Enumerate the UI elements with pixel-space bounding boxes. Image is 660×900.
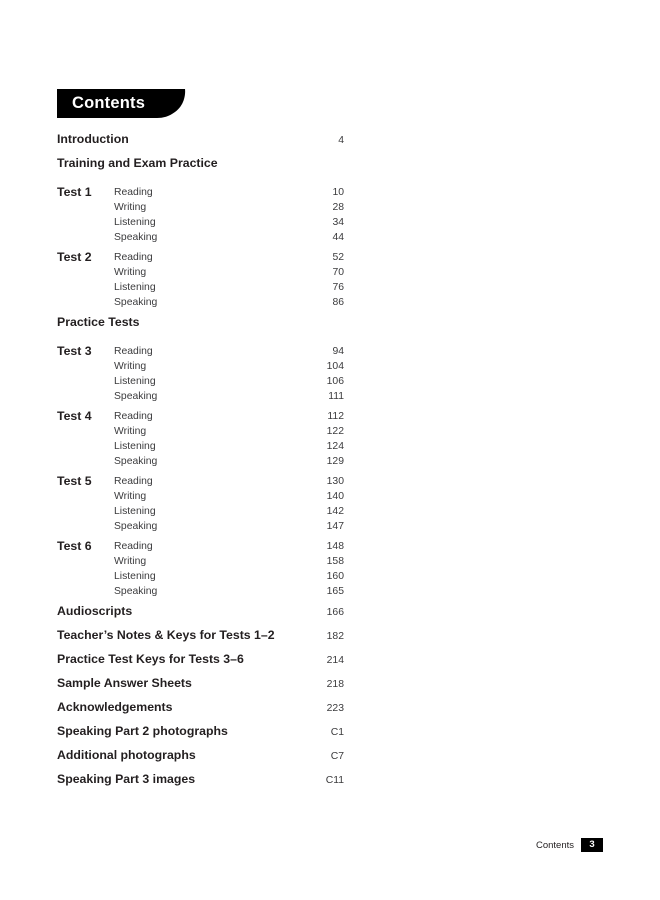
toc-subentry-label: Reading — [114, 346, 153, 357]
toc-subentry-label: Speaking — [114, 297, 158, 308]
toc-subentry-label: Speaking — [114, 391, 158, 402]
toc-entry-page: C1 — [330, 727, 344, 738]
toc-subentry-page: 111 — [328, 391, 344, 402]
toc-subentry-page: 148 — [326, 541, 344, 552]
toc-subentry[interactable] — [57, 424, 344, 439]
toc-entry-label: Teacher’s Notes & Keys for Tests 1–2 — [57, 628, 275, 642]
toc-subentry-page: 10 — [332, 187, 344, 198]
toc-subentry-page: 34 — [332, 217, 344, 228]
toc-subentry[interactable] — [57, 409, 344, 424]
toc-test-group — [57, 250, 344, 310]
toc-subentry-page: 28 — [332, 202, 344, 213]
toc-entry-label: Speaking Part 3 images — [57, 772, 196, 786]
toc-subentry-label: Speaking — [114, 232, 158, 243]
toc-entry-page: 223 — [326, 703, 344, 714]
toc-subentry-label: Writing — [114, 491, 147, 502]
toc-subentry[interactable] — [57, 569, 344, 584]
toc-subentry[interactable] — [57, 200, 344, 215]
page-footer — [536, 838, 603, 852]
toc-subentry-page: 52 — [332, 252, 344, 263]
toc-test-name: Test 1 — [57, 185, 92, 199]
toc-entry[interactable] — [57, 604, 344, 628]
banner-title: Contents — [72, 94, 146, 112]
toc-subentry-label: Reading — [114, 476, 153, 487]
toc-subentry-label: Reading — [114, 411, 153, 422]
toc-entry-label: Sample Answer Sheets — [57, 676, 192, 690]
toc-subentry[interactable] — [57, 265, 344, 280]
toc-subentry-page: 142 — [326, 506, 344, 517]
toc-entry[interactable] — [57, 676, 344, 700]
toc-subentry[interactable] — [57, 185, 344, 200]
table-of-contents — [57, 132, 344, 796]
toc-entry-page: 182 — [326, 631, 344, 642]
toc-test-name: Test 4 — [57, 409, 92, 423]
toc-subentry-label: Writing — [114, 426, 147, 437]
toc-subentry-page: 122 — [326, 426, 344, 437]
toc-subentry[interactable] — [57, 295, 344, 310]
toc-subentry[interactable] — [57, 359, 344, 374]
toc-entry-label: Audioscripts — [57, 604, 133, 618]
toc-subentry-label: Speaking — [114, 521, 158, 532]
toc-subentry-label: Reading — [114, 541, 153, 552]
toc-test-group — [57, 539, 344, 599]
toc-subentry-label: Listening — [114, 217, 156, 228]
toc-subentry-page: 112 — [327, 411, 344, 422]
toc-entry-label: Additional photographs — [57, 748, 196, 762]
toc-entry-page: C11 — [325, 775, 344, 786]
toc-entry-page: C7 — [330, 751, 344, 762]
toc-subentry-label: Listening — [114, 376, 156, 387]
toc-subentry-page: 140 — [326, 491, 344, 502]
toc-subentry-label: Writing — [114, 556, 147, 567]
toc-entry-page: 218 — [326, 679, 344, 690]
toc-subentry[interactable] — [57, 504, 344, 519]
footer-page-number: 3 — [581, 838, 603, 852]
toc-subentry-label: Listening — [114, 441, 156, 452]
toc-subentry-page: 165 — [326, 586, 344, 597]
toc-subentry[interactable] — [57, 474, 344, 489]
toc-subentry-label: Writing — [114, 202, 147, 213]
toc-subentry-label: Speaking — [114, 456, 158, 467]
toc-section-label: Practice Tests — [57, 315, 140, 329]
toc-subentry[interactable] — [57, 439, 344, 454]
toc-section-heading — [57, 315, 344, 339]
toc-test-group — [57, 344, 344, 404]
toc-test-name: Test 3 — [57, 344, 92, 358]
toc-test-group — [57, 474, 344, 534]
toc-test-name: Test 2 — [57, 250, 92, 264]
toc-subentry-label: Writing — [114, 267, 147, 278]
toc-subentry-page: 44 — [332, 232, 344, 243]
toc-subentry-page: 76 — [332, 282, 344, 293]
toc-test-name: Test 6 — [57, 539, 92, 553]
toc-subentry-page: 70 — [332, 267, 344, 278]
toc-subentry-page: 86 — [332, 297, 344, 308]
toc-subentry[interactable] — [57, 250, 344, 265]
toc-subentry[interactable] — [57, 280, 344, 295]
toc-subentry-page: 160 — [326, 571, 344, 582]
toc-entry-page: 214 — [326, 655, 344, 666]
toc-subentry[interactable] — [57, 584, 344, 599]
toc-entry-label: Introduction — [57, 132, 129, 146]
footer-label: Contents — [535, 839, 574, 851]
toc-subentry[interactable] — [57, 389, 344, 404]
toc-test-name: Test 5 — [57, 474, 92, 488]
toc-entry-label: Acknowledgements — [57, 700, 173, 714]
contents-banner — [57, 89, 187, 118]
toc-subentry[interactable] — [57, 489, 344, 504]
toc-subentry[interactable] — [57, 519, 344, 534]
toc-subentry[interactable] — [57, 230, 344, 245]
toc-subentry[interactable] — [57, 215, 344, 230]
toc-entry-label: Speaking Part 2 photographs — [57, 724, 228, 738]
toc-subentry-label: Listening — [114, 506, 156, 517]
toc-subentry-label: Speaking — [114, 586, 158, 597]
toc-subentry-page: 158 — [326, 556, 344, 567]
toc-subentry-page: 104 — [326, 361, 344, 372]
toc-subentry-page: 106 — [326, 376, 344, 387]
toc-entry[interactable] — [57, 724, 344, 748]
toc-subentry[interactable] — [57, 454, 344, 469]
toc-section-heading — [57, 156, 344, 180]
toc-subentry-label: Listening — [114, 282, 156, 293]
toc-section-label: Training and Exam Practice — [57, 156, 218, 170]
toc-entry-page: 166 — [326, 607, 344, 618]
toc-entry[interactable] — [57, 132, 344, 156]
toc-subentry-page: 94 — [332, 346, 344, 357]
toc-entry[interactable] — [57, 628, 344, 652]
toc-entry-label: Practice Test Keys for Tests 3–6 — [57, 652, 244, 666]
toc-subentry-page: 147 — [326, 521, 344, 532]
toc-test-group — [57, 409, 344, 469]
toc-subentry-label: Reading — [114, 187, 153, 198]
toc-subentry-page: 124 — [326, 441, 344, 452]
toc-entry-page: 4 — [338, 135, 344, 146]
toc-entry[interactable] — [57, 652, 344, 676]
toc-test-group — [57, 185, 344, 245]
toc-subentry-label: Listening — [114, 571, 156, 582]
toc-subentry[interactable] — [57, 374, 344, 389]
toc-entry[interactable] — [57, 748, 344, 772]
toc-subentry-page: 130 — [326, 476, 344, 487]
toc-entry[interactable] — [57, 700, 344, 724]
toc-subentry-label: Reading — [114, 252, 153, 263]
toc-subentry[interactable] — [57, 539, 344, 554]
toc-subentry[interactable] — [57, 344, 344, 359]
toc-entry[interactable] — [57, 772, 344, 796]
toc-subentry-page: 129 — [326, 456, 344, 467]
toc-subentry-label: Writing — [114, 361, 147, 372]
toc-subentry[interactable] — [57, 554, 344, 569]
